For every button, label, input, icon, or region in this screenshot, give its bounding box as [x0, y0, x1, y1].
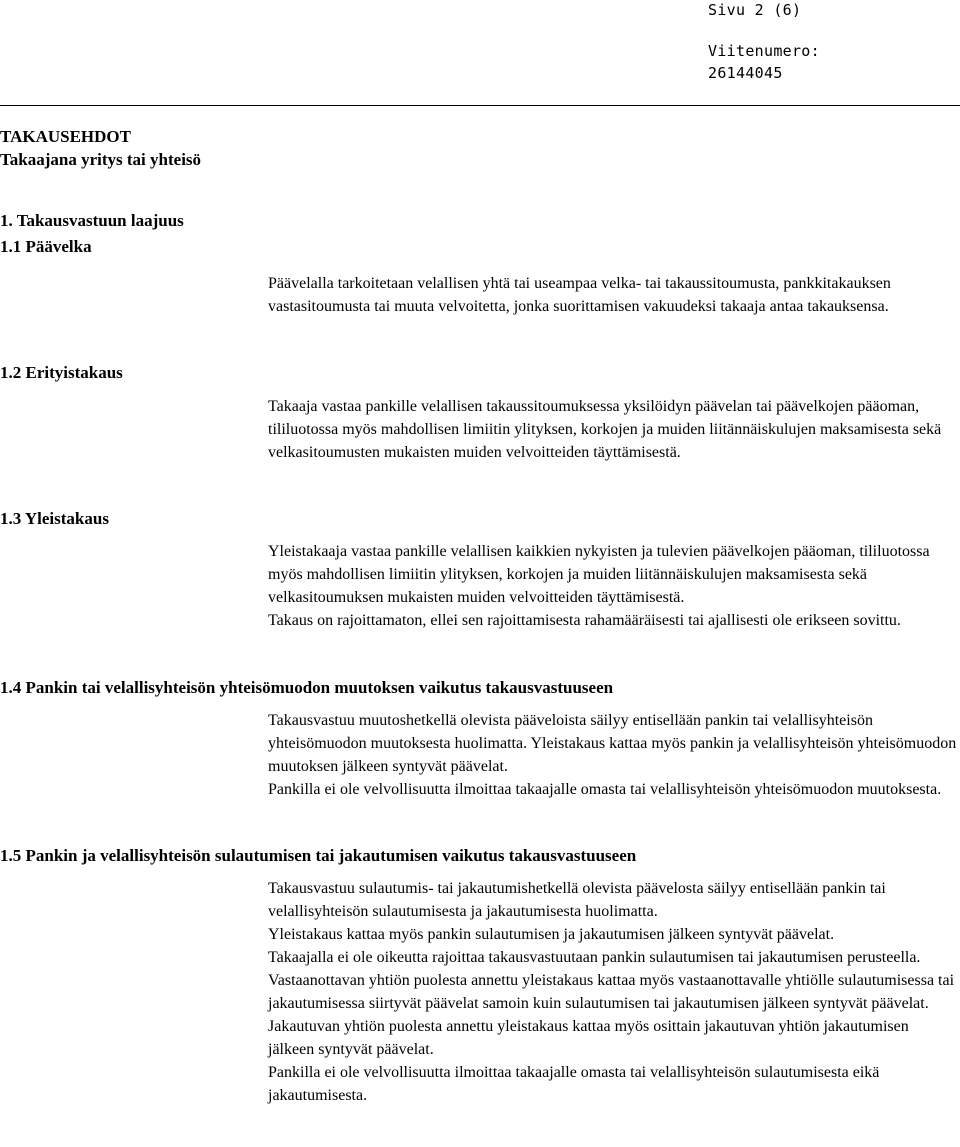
paragraph: Jakautuvan yhtiön puolesta annettu yleistakaus kattaa myös osittain jakautuvan yhtiön jakautumisen jälkeen syntyvät päävelat. — [268, 1018, 909, 1058]
section-1-2-body — [268, 395, 958, 464]
section-1-5-heading: 1.5 Pankin ja velallisyhteisön sulautumisen tai jakautumisen vaikutus takausvastuuseen — [0, 846, 637, 865]
section-1-1-heading: 1.1 Päävelka — [0, 237, 92, 256]
paragraph: Takaaja vastaa pankille velallisen takaussitoumuksessa yksilöidyn päävelan tai päävelkojen pääoman, tililuotossa myös mahdollisen limiitin ylityksen, korkojen ja muiden liitännäiskulujen maksamisesta sekä velkasitoumusten mukaisten muiden velvoitteiden täyttämisestä. — [268, 398, 942, 461]
section-1-4-body — [268, 709, 958, 801]
document-title-sub: Takaajana yritys tai yhteisö — [0, 150, 202, 169]
paragraph: Takaus on rajoittamaton, ellei sen rajoittamisesta rahamääräisesti tai ajallisesti ole erikseen sovittu. — [268, 612, 901, 629]
paragraph: Yleistakaaja vastaa pankille velallisen kaikkien nykyisten ja tulevien päävelkojen pääoman, tililuotossa myös mahdollisen limiitin ylityksen, korkojen ja muiden liitännäiskulujen maksamisesta sekä velkasitoumuksen mukaisten muiden velvoitteiden täyttämisestä. — [268, 543, 930, 606]
header-divider — [0, 105, 960, 106]
paragraph: Päävelalla tarkoitetaan velallisen yhtä tai useampaa velka- tai takaussitoumusta, pankkitakauksen vastasitoumusta tai muuta velvoitetta, jonka suorittamisen vakuudeksi takaaja antaa takauksensa. — [268, 275, 891, 315]
section-1-5-body — [268, 877, 958, 1107]
section-1-heading: 1. Takausvastuun laajuus — [0, 211, 184, 230]
section-1-3-heading: 1.3 Yleistakaus — [0, 509, 109, 528]
paragraph: Pankilla ei ole velvollisuutta ilmoittaa takaajalle omasta tai velallisyhteisön yhteisömuodon muutoksesta. — [268, 781, 942, 798]
reference-label: Viitenumero: — [708, 42, 820, 60]
paragraph: Takaajalla ei ole oikeutta rajoittaa takausvastuutaan pankin sulautumisen tai jakautumisen perusteella. — [268, 949, 921, 966]
document-title-main: TAKAUSEHDOT — [0, 127, 131, 146]
paragraph: Pankilla ei ole velvollisuutta ilmoittaa takaajalle omasta tai velallisyhteisön sulautumisesta eikä jakautumisesta. — [268, 1064, 880, 1104]
reference-number: 26144045 — [708, 64, 783, 82]
paragraph: Takausvastuu sulautumis- tai jakautumishetkellä olevista päävelosta säilyy entisellään pankin tai velallisyhteisön sulautumisesta ja jakautumisesta huolimatta. — [268, 880, 886, 920]
section-1-4-heading: 1.4 Pankin tai velallisyhteisön yhteisömuodon muutoksen vaikutus takausvastuuseen — [0, 678, 614, 697]
document-title — [0, 125, 201, 171]
section-1-3-body — [268, 540, 958, 632]
section-1-2-heading: 1.2 Erityistakaus — [0, 363, 123, 382]
page-number: Sivu 2 (6) — [708, 1, 802, 19]
section-1-1-body — [268, 272, 958, 318]
paragraph: Vastaanottavan yhtiön puolesta annettu yleistakaus kattaa myös vastaanottavalle yhtiölle sulautumisessa tai jakautumisessa siirtyvät päävelat samoin kuin sulautumisen tai jakautumisen jälkeen syntyvät päävelat. — [268, 972, 955, 1012]
paragraph: Takausvastuu muutoshetkellä olevista pääveloista säilyy entisellään pankin tai velallisyhteisön yhteisömuodon muutoksesta huolimatta. Yleistakaus kattaa myös pankin ja velallisyhteisön yhteisömuodon muutoksen jälkeen syntyvät päävelat. — [268, 712, 957, 775]
paragraph: Yleistakaus kattaa myös pankin sulautumisen ja jakautumisen jälkeen syntyvät päävelat. — [268, 926, 835, 943]
